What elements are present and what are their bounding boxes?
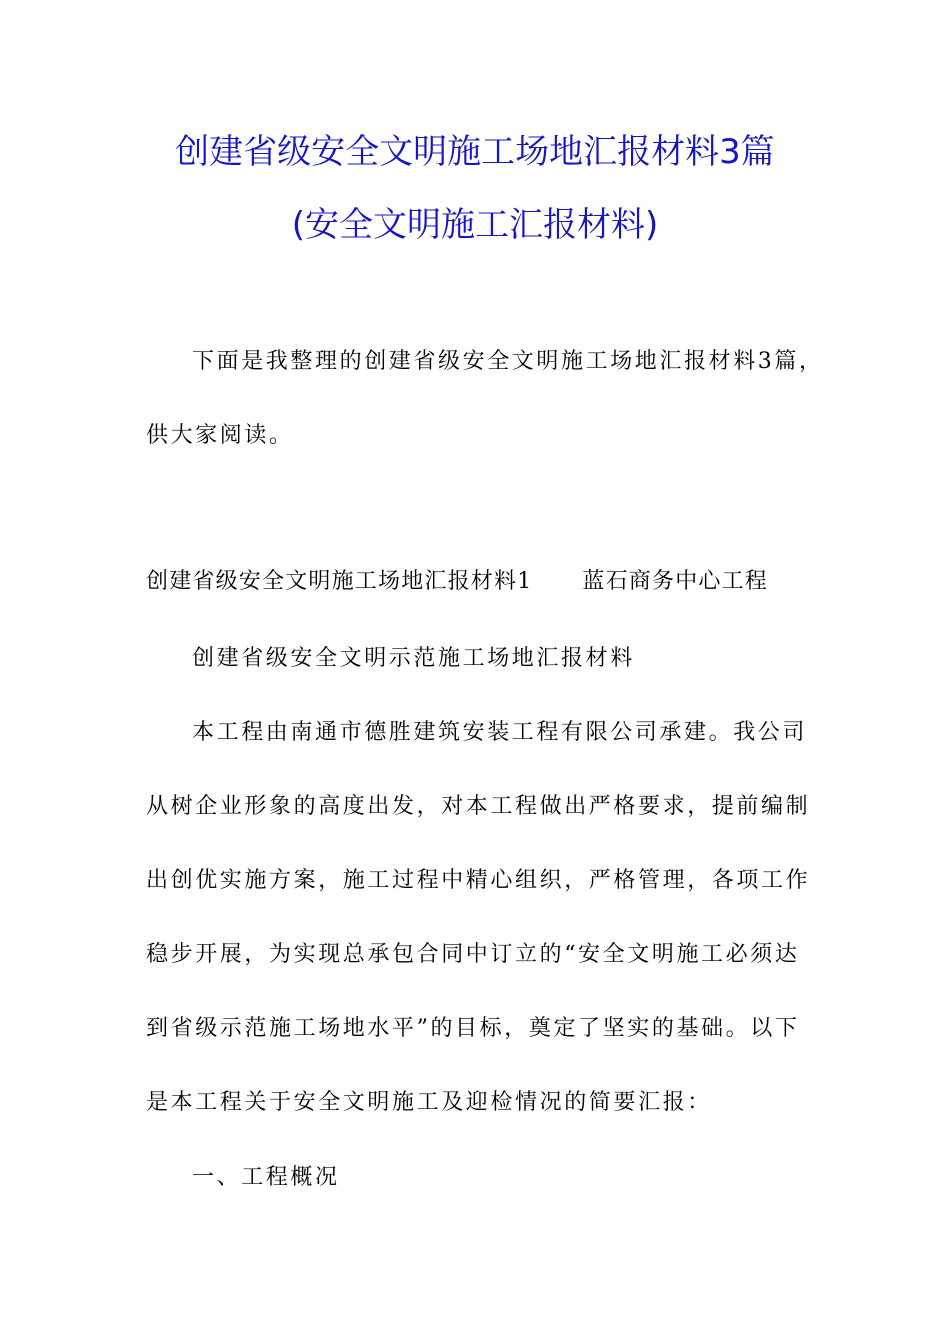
section-heading-project: 蓝石商务中心工程 bbox=[582, 569, 769, 594]
document-title: 创建省级安全文明施工场地汇报材料3篇 bbox=[175, 132, 775, 172]
intro-line-2: 供大家阅读。 bbox=[146, 423, 294, 448]
section-heading bbox=[146, 568, 768, 596]
body-line-2: 从树企业形象的高度出发，对本工程做出严格要求，提前编制 bbox=[146, 794, 811, 819]
body-line-3: 出创优实施方案，施工过程中精心组织，严格管理，各项工作 bbox=[146, 868, 811, 893]
body-line-1: 本工程由南通市德胜建筑安装工程有限公司承建。我公司 bbox=[192, 720, 808, 745]
report-subtitle: 创建省级安全文明示范施工场地汇报材料 bbox=[192, 646, 635, 671]
intro-line-1: 下面是我整理的创建省级安全文明施工场地汇报材料3篇， bbox=[192, 349, 824, 374]
body-line-5: 到省级示范施工场地水平”的目标，奠定了坚实的基础。以下 bbox=[146, 1016, 800, 1041]
body-line-6: 是本工程关于安全文明施工及迎检情况的简要汇报： bbox=[146, 1090, 712, 1115]
document-subtitle: (安全文明施工汇报材料) bbox=[291, 205, 659, 245]
section-1-heading: 一、工程概况 bbox=[192, 1165, 340, 1190]
body-line-4: 稳步开展，为实现总承包合同中订立的“安全文明施工必须达 bbox=[146, 942, 800, 967]
section-heading-label: 创建省级安全文明施工场地汇报材料1 bbox=[146, 569, 533, 594]
